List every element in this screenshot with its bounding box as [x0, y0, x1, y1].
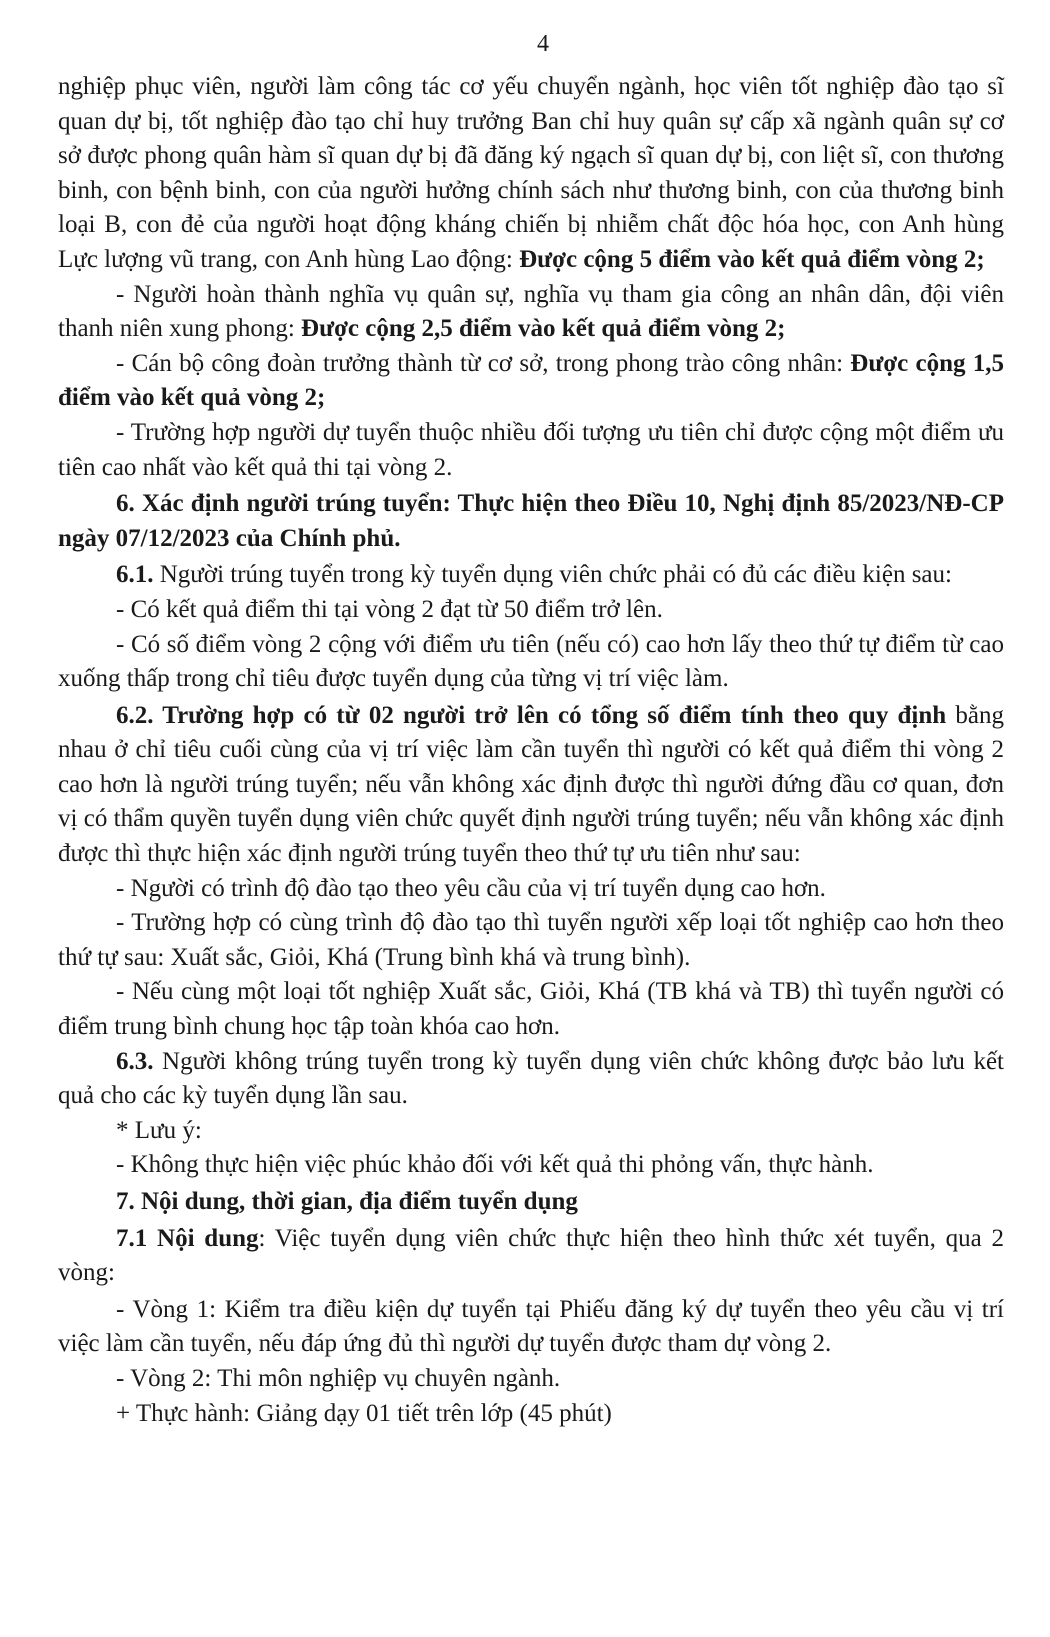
section-6-heading: 6. Xác định người trúng tuyển: Thực hiện theo Điều 10, Nghị định 85/2023/NĐ-CP ngày 07/12/2023 của Chính phủ. [58, 490, 1004, 552]
page-number: 4 [537, 31, 549, 57]
paragraph-text: nghiệp phục viên, người làm công tác cơ yếu chuyển ngành, học viên tốt nghiệp đào tạo sĩ quan dự bị, tốt nghiệp đào tạo chỉ huy trưởng Ban chỉ huy quân sự cấp xã ngành quân sự cơ sở được phong quân hàm sĩ quan dự bị đã đăng ký ngạch sĩ quan dự bị, con liệt sĩ, con thương binh, con bệnh binh, con của người hưởng chính sách như thương binh, con của thương binh loại B, con đẻ của người hoạt động kháng chiến bị nhiễm chất độc hóa học, con Anh hùng Lực lượng vũ trang, con Anh hùng Lao động: [58, 73, 1004, 273]
section-6-2-item-a: - Người có trình độ đào tạo theo yêu cầu của vị trí tuyển dụng cao hơn. [116, 874, 826, 902]
document-page [58, 30, 1004, 1431]
section-6-1-item-a: - Có kết quả điểm thi tại vòng 2 đạt từ 50 điểm trở lên. [116, 595, 663, 623]
section-7-heading: 7. Nội dung, thời gian, địa điểm tuyển dụng [116, 1188, 578, 1215]
section-6-2-item-c: - Nếu cùng một loại tốt nghiệp Xuất sắc, Giỏi, Khá (TB khá và TB) thì tuyển người có điểm trung bình chung học tập toàn khóa cao hơn. [58, 978, 1004, 1041]
section-7-1-text: : Việc tuyển dụng viên chức thực hiện theo hình thức xét tuyển, qua 2 vòng: [58, 1224, 1004, 1287]
section-6-1-label: 6.1. [116, 561, 154, 589]
section-6-2-bold: 6.2. Trường hợp có từ 02 người trở lên có tổng số điểm tính theo quy định [116, 701, 947, 729]
paragraph-priority-group-2 [58, 278, 1004, 347]
section-6-1-text: Người trúng tuyển trong kỳ tuyển dụng viên chức phải có đủ các điều kiện sau: [153, 561, 952, 589]
section-6-2 [58, 699, 1004, 872]
paragraph-multiple-priority: - Trường hợp người dự tuyển thuộc nhiều đối tượng ưu tiên chỉ được cộng một điểm ưu tiên cao nhất vào kết quả thi tại vòng 2. [58, 418, 1004, 481]
note-label: * Lưu ý: [116, 1116, 202, 1144]
section-7-1-round-2: - Vòng 2: Thi môn nghiệp vụ chuyên ngành. [116, 1364, 561, 1392]
section-7-1-label: 7.1 Nội dung [116, 1224, 259, 1252]
section-6-1-item-b: - Có số điểm vòng 2 cộng với điểm ưu tiên (nếu có) cao hơn lấy theo thứ tự điểm từ cao xuống thấp trong chỉ tiêu được tuyển dụng của từng vị trí việc làm. [58, 630, 1004, 693]
paragraph-bold: Được cộng 2,5 điểm vào kết quả điểm vòng 2; [301, 315, 786, 343]
section-6-2-text: bằng nhau ở chỉ tiêu cuối cùng của vị trí việc làm cần tuyển thì người có kết quả điểm thi vòng 2 cao hơn là người trúng tuyển; nếu vẫn không xác định được thì người đứng đầu cơ quan, đơn vị có thẩm quyền tuyển dụng viên chức quyết định người trúng tuyển; nếu vẫn không xác định được thì thực hiện xác định người trúng tuyển theo thứ tự ưu tiên như sau: [58, 701, 1004, 868]
section-6-3-text: Người không trúng tuyển trong kỳ tuyển dụng viên chức không được bảo lưu kết quả cho các kỳ tuyển dụng lần sau. [58, 1047, 1004, 1110]
paragraph-bold: Được cộng 5 điểm vào kết quả điểm vòng 2; [519, 245, 985, 273]
section-7-1-round-1: - Vòng 1: Kiểm tra điều kiện dự tuyển tại Phiếu đăng ký dự tuyển theo yêu cầu vị trí việc làm cần tuyển, nếu đáp ứng đủ thì người dự tuyển được tham dự vòng 2. [58, 1295, 1004, 1358]
note-text: - Không thực hiện việc phúc khảo đối với kết quả thi phỏng vấn, thực hành. [116, 1151, 874, 1179]
section-6-3 [58, 1045, 1004, 1114]
paragraph-bold: Được cộng 1,5 điểm vào kết quả vòng 2; [58, 349, 1004, 412]
section-7-1-practice: + Thực hành: Giảng dạy 01 tiết trên lớp (45 phút) [116, 1399, 612, 1427]
paragraph-text: - Người hoàn thành nghĩa vụ quân sự, nghĩa vụ tham gia công an nhân dân, đội viên thanh niên xung phong: [58, 280, 1004, 343]
section-6-3-label: 6.3. [116, 1047, 154, 1075]
paragraph-text: - Cán bộ công đoàn trưởng thành từ cơ sở, trong phong trào công nhân: [116, 349, 851, 377]
section-6-1 [58, 558, 1004, 593]
section-6-2-item-b: - Trường hợp có cùng trình độ đào tạo thì tuyển người xếp loại tốt nghiệp cao hơn theo thứ tự sau: Xuất sắc, Giỏi, Khá (Trung bình khá và trung bình). [58, 909, 1004, 971]
section-7-1 [58, 1222, 1004, 1291]
paragraph-priority-group-1 [58, 70, 1004, 278]
paragraph-priority-group-3 [58, 347, 1004, 416]
